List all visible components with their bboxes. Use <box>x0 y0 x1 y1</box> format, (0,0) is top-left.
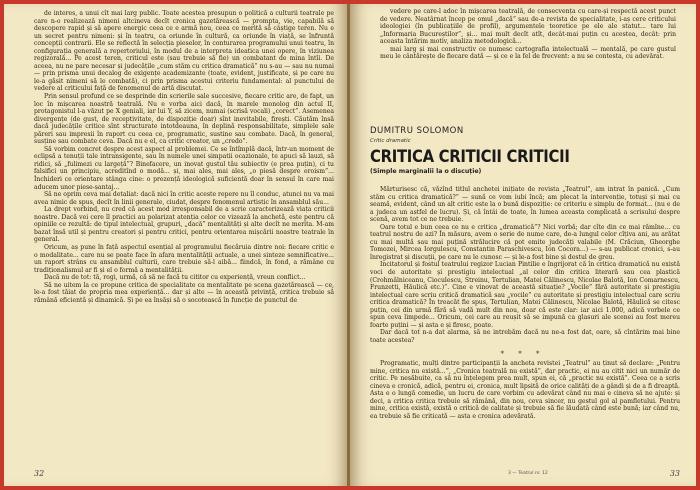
paragraph: vedere pe care-l adoc în mișcarea teatrală, de consecvența cu care-și respectă acest punct de vedere. Neatârnat încep pe omul „dacă” sau de-a revista de specialitate, i-aș cere criticului ideologiei (în publicațiile de profil), argumentele teoretice pe ele ale statut... tare lui „Informaria Bucureștilor”, și... mai mult decît atît, decât-mai puțin cu acestea, decât: prin aceasta întărim motiv, analiza metodologică... <box>380 8 676 46</box>
issue-footer-mark: 3 — Teatrul nr. 12 <box>508 471 548 476</box>
article-subtitle: (Simple marginalii la o discuție) <box>370 168 482 175</box>
paragraph: de interes, a unui cît mai larg public. Toate acestea presupun o politică a culturii teatrale pe care n-o realizează nimeni altcineva decît cronica gazetărească — prompta, vie, capabilă să descopere rapid și să apere energic ceea ce e armă nou, ceea ce merită să câștige teren. Nu e un secret pentru nimeni: și în teatru, ca oriunde în cultură, ca oriunde în viață, se înfruntă concepții contrarii. Ele se reflectă în selecția pieselor, în conturarea programului unui teatru, în configurația generală a repertoriului, în modul de a interpreta ideatica unei opere, în viziunea regizorală... Pe acest teren, criticul este (sau trebuie să fie) un combatant de mina întîi. De aceea, nu ne pare necesar și judecățile „cum stăm cu critica dramatică” nu s-au — sau nu numai — prin prisma unui decalog de exigențe academizante (toate, evident, justificate, și pe care nu le-a găsit nimeni să le combată), ci prin prisma acestui criteriu fundamental: al punctului de vedere al criticului față de fenomenul de artă discutat. <box>34 10 334 93</box>
article-body-continued <box>370 360 680 420</box>
page-number-right: 33 <box>669 469 680 478</box>
article-author: DUMITRU SOLOMON <box>370 126 464 136</box>
paragraph: Să ne uitem la ce propune critica de specialitate ca mentalitate pe scena gazetărească — ce, le-a fost tăiat de propria mea experiență... dar și alte — în această privință, critica trebuie să rămână eficientă și dinamică. Și pe ea însăși să o socotească în funcție de punctul de <box>34 281 334 304</box>
paragraph: mai larg și mai constructiv ce numesc cartografia intelectuală — mentală, pe care gustul meu le cântărește de fiecare dată — și ce e la fel de frecvent: a nu se contesta, cu adevărat. <box>380 45 676 61</box>
paragraph: Să vorbim concret despre acest aspect al problemei. Ce se întîmplă dacă, într-un moment de eclipsă a tenuții tale intransigente, sau în numele unei simpatii ocazionale, te apuci să lauzi, să ridici, să „fulimezi cu largeță”? Binefacere, un inovat gustul tău subiectiv (e prea puțin), ci tu falsifici un principiu, acreditînd o modă... și, mai ales, mai ales, „o piesă despre eroism”... Închideri ce orientare stânga cine: o prezență ideologică suficientă doar în sensul în care mai aducem unor piese-șantaj... <box>34 145 334 191</box>
page-number-left: 32 <box>34 469 45 478</box>
right-page <box>350 4 696 486</box>
paragraph: Mărturisesc că, văzînd titlul anchetei inițiate de revista „Teatrul”, am intrat în panică. „Cum stăm cu critica dramatică?” — sună ce vom iubi încă; am plecat la intervenție, totuși și mai cu seamă, evident, când un alt critic este la o bună dispoziție: ce criteriu e simplu de format... (nu e de a judeca un astfel de lucru). Și, că întâi de toate, în lumea aceasta complicată a scrisului despre scenă, avem tot ce ne trebuie. <box>370 186 680 224</box>
paragraph: Incitatorul și fostul teatrului regizor Lucian Pintilie e îngrijorat că în critica dramatică nu există voci de autoritate și prestigiu intelectual „al celor din critica literară sau cea plastică (Crohmălniceanu, Cioculescu, Streinu, Tertulian, Matei Călinescu, Nicolae Balotă, Ion Comarnescu, Frunzetti, Hăulică etc.)”. Cine e vinovat de această situație? „Vocile” fără autoritate și prestigiu intelectual care scriu critică dramatică sau „vocile” cu autoritate și prestigiu intelectual care scriu critica dramatică? În treacăt fie spus, Tertulian, Matei Călinescu, Nicolae Balotă, Hăulică se citesc puțin, cei din urmă fără să vadă mult din nou, doar că este clar: iar aici 1.000, adică vorbele ce spun ceva limpede... Oricum, cei care au reușit să se impună ca glasuri ale scenei au fost mereu foarte puțini — și asta e și firesc, poate. <box>370 261 680 329</box>
paragraph: Programatic, mulți dintre participanții la ancheta revistei „Teatrul” au ținut să declare: „Pentru mine, critica nu există...”, „Cronica teatrală nu există”, dar practic, ei nu au citit nici un număr de critic. Pe nesăbuite, ca să nu înțelegem prea mult, spun ei, că „practic nu există”. Ceea ce a scris cineva e cronică, adică, pentru ei, cronica, mult lipsită de orice calități de a gândi și de a fi dreaptă. Asta e o lungă comedie, un lucru de care vorbim cu adevărat când nu mai e cineva să ne ajute: și deci, a critica critica trebuie să rămână, din nou, ceva sincer, nu gestul gol al pamfletului. Pentru mine, critica există, există o critică de calitate și trebuie să fie lăudată când este bună; iar când nu, ea trebuie să fie criticată — asta e cronica adevărată. <box>370 360 680 420</box>
paragraph: La drept vorbind, nu cred că acest mod irresponsabil de a scrie caracterizează viața criticii noastre. Dacă vei cere îl practici au polarizat atenția celor ce vizează la anchetă, este pentru că opiniile ce rezultă: de tipul intelectual, grupuri, „dacă” mentalități și alte decît ne merita. M-am bazat însă util și pentru creatori și pentru critici, pentru orientarea mișcării noastre teatrale în general. <box>34 206 334 244</box>
left-page <box>4 4 348 486</box>
paragraph: Să ne oprim ceva mai detaliat: dacă nici în critic aceste repere nu îl conduc, atunci nu va mai avea nimic de spus, decît în linii generale, ciudat, despre fenomenul artistic în ansamblul său... <box>34 191 334 206</box>
article-title: CRITICA CRITICII CRITICII <box>370 147 570 166</box>
paragraph: Dacă nu de tot: tă, rogi, urmă, că să ne facă tu cititor cu experiență, vreun conflict... <box>44 274 306 282</box>
right-page-top-column <box>380 8 676 61</box>
left-page-text-column <box>34 10 334 304</box>
paragraph: Oricum, aș pune în față aspectul esențial al programului fiecăruia dintre noi: fiecare critic e o modalitate... care nu se poate face în afara mentalității actuale, a unei sinteze semnificative... un raport strâns cu ansamblul culturii, care trebuie să-l aibă... fiindcă, în fond, a rămâne cu tradiționalismul ar fi și el o formă a mentalității. <box>34 243 334 274</box>
book-spread <box>4 4 696 486</box>
paragraph: Prin sensul profund ce se desprinde din scrierile sale succesive, fiecare critic are, de fapt, un loc în mișcarea noastră teatrală. Nu e vorba aici dacă, în marele monolog din actul II, protagonistul l-a văzut pe X geniali, iar lui Y, să zicem, numai (scrisă vocali) „corect”. Asemenea divergențe (de gust, de receptivitate, de dispoziție doar) sînt inevitabile, firești. Căutăm însă dacă judecățile critice sînt structurate intotdeauna, în deplină responsabilitate, simplele sale păreri sau impresii în raport cu ceea ce, programatic, sustine sau combate. Dacă, în general, susține sau combate ceva. Dacă nu e el, ca critic creator, un „credo”. <box>34 93 334 146</box>
paragraph: Oare totul e bun ceea ce nu e critica „dramatică”? Nici vorbă; dar cîte din ce mai rămîne... cu teatrul nostru de azi? În măsura, avem o serie de nume care, de-a lungul celor cîțiva ani, au arătat cu mai multă sau mai puțină strălucire că pot emite judecăți valabile (M. Crăciun, Gheorghe Tomozei, Mircea Iorgulescu, Constantin Paraschivescu, Ion Cocora...) — s-au publicat cronici, s-au înregistrat și discuții, pe care nu le cunosc — și le-a fost bine și destul de greu. <box>370 223 680 261</box>
paragraph: Dar dacă tot n-a dat alarma, să ne intrebăm dacă nu ne-a fost dat, oare, să cîntărim mai bine toate acestea? <box>370 329 680 344</box>
section-divider-stars: * * * <box>500 350 546 358</box>
author-role: Critic dramatic <box>370 138 411 144</box>
article-body <box>370 186 680 344</box>
